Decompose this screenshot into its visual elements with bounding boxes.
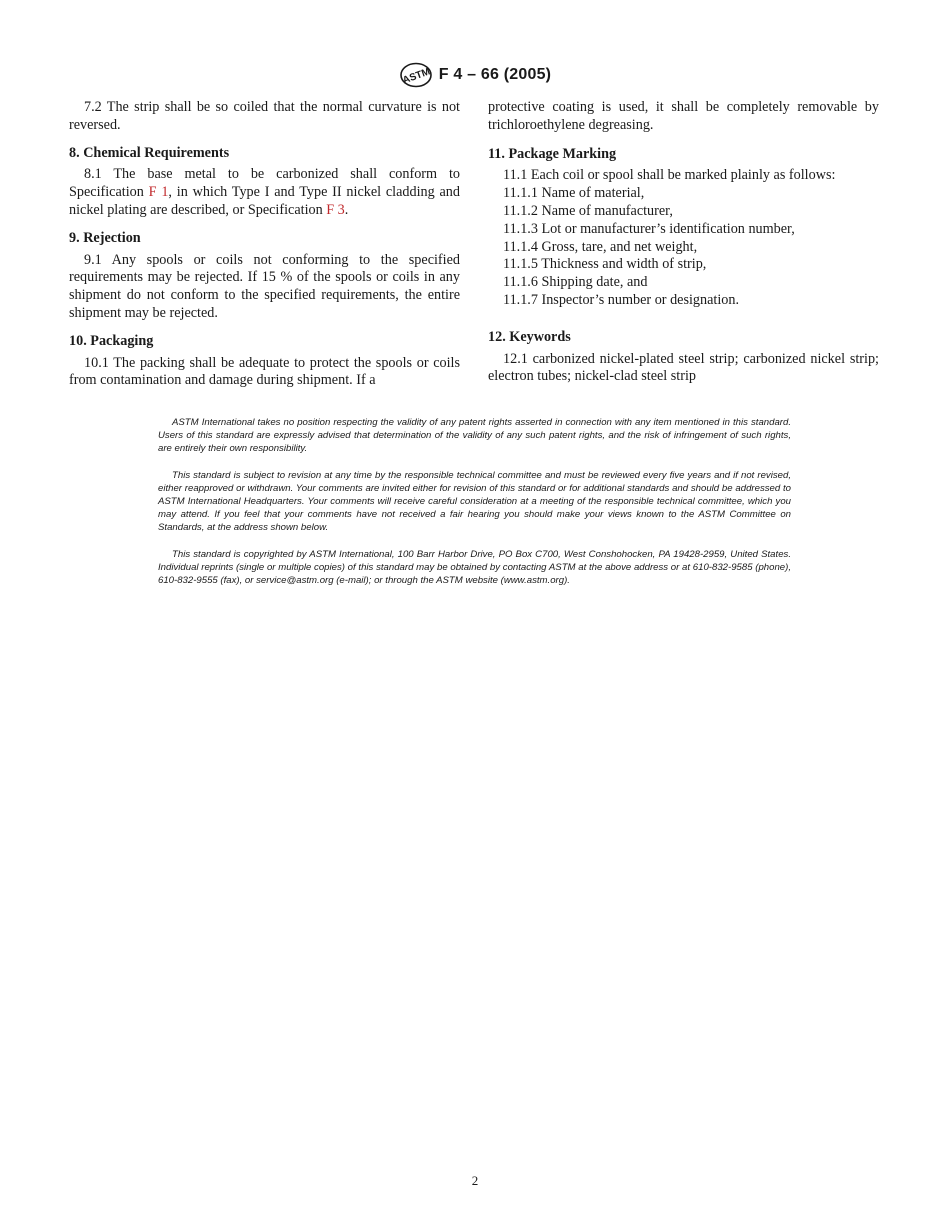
patent-notice: ASTM International takes no position respecting the validity of any patent rights asserted in connection with any item mentioned in this standard. Users of this standard are expressly advised that determination of the validity of any such patent rights, and the risk of infringement of such rights, are entirely their own responsibility. — [158, 417, 791, 455]
list-item: 11.1.6 Shipping date, and — [503, 274, 648, 291]
list-item: 11.1.4 Gross, tare, and net weight, — [503, 238, 698, 255]
paragraph-8-1-text-a: 8.1 The base metal to be carbonized shall conform to Specification — [69, 166, 460, 201]
list-item: 11.1.1 Name of material, — [503, 185, 645, 202]
spec-f3-link[interactable]: F 3 — [326, 201, 345, 218]
paragraph-9-1: 9.1 Any spools or coils not conforming to the specified requirements may be rejected. If 15 % of the spools or coils in any shipment do not conform to the specified requirements, the entire shipment may be rejected. — [69, 251, 460, 321]
list-item: 11.1.3 Lot or manufacturer’s identification number, — [503, 220, 795, 237]
page-number: 2 — [471, 1173, 479, 1188]
paragraph-11-1: 11.1 Each coil or spool shall be marked plainly as follows: — [503, 167, 836, 184]
paragraph-7-2: 7.2 The strip shall be so coiled that the normal curvature is not reversed. — [69, 99, 460, 133]
left-column — [69, 99, 460, 390]
section-9-heading: 9. Rejection — [69, 229, 141, 246]
section-8-heading: 8. Chemical Requirements — [69, 144, 230, 161]
logo-lettering: ASTM — [401, 66, 432, 87]
paragraph-8-1-text-b: , in which Type I and Type II nickel cladding and nickel plating are described, or Specification — [69, 184, 460, 218]
spec-f1-link[interactable]: F 1 — [148, 184, 169, 201]
paragraph-10-1-continued: protective coating is used, it shall be completely removable by trichloroethylene degreasing. — [488, 99, 879, 133]
paragraph-12-1: 12.1 carbonized nickel-plated steel strip; carbonized nickel strip; electron tubes; nickel-clad steel strip — [488, 350, 879, 385]
list-item: 11.1.5 Thickness and width of strip, — [503, 256, 707, 273]
section-10-heading: 10. Packaging — [69, 332, 154, 349]
paragraph-8-1 — [69, 166, 460, 219]
list-item: 11.1.2 Name of manufacturer, — [503, 202, 673, 219]
paragraph-8-1-text-c: . — [344, 201, 349, 218]
section-11-heading: 11. Package Marking — [488, 145, 617, 162]
section-12-heading: 12. Keywords — [488, 328, 571, 345]
paragraph-10-1: 10.1 The packing shall be adequate to protect the spools or coils from contamination and damage during shipment. If a — [69, 354, 460, 389]
standard-designation: F 4 – 66 (2005) — [438, 66, 552, 83]
footnotes — [158, 416, 791, 600]
astm-logo-icon — [399, 62, 433, 88]
list-item: 11.1.7 Inspector’s number or designation. — [503, 291, 740, 308]
copyright-notice: This standard is copyrighted by ASTM International, 100 Barr Harbor Drive, PO Box C700, West Conshohocken, PA 19428-2959, United States. Individual reprints (single or multiple copies) of this standard may be obtained by contacting ASTM at the above address or at 610-832-9585 (phone), 610-832-9555 (fax), or service@astm.org (e-mail); or through the ASTM website (www.astm.org). — [158, 548, 791, 587]
right-column — [488, 99, 879, 386]
page-header — [0, 62, 950, 88]
revision-notice: This standard is subject to revision at any time by the responsible technical committee and must be reviewed every five years and if not revised, either reapproved or withdrawn. Your comments are invited either for revision of this standard or for additional standards and should be addressed to ASTM International Headquarters. Your comments will receive careful consideration at a meeting of the responsible technical committee, which you may attend. If you feel that your comments have not received a fair hearing you should make your views known to the ASTM Committee on Standards, at the address shown below. — [158, 469, 791, 534]
